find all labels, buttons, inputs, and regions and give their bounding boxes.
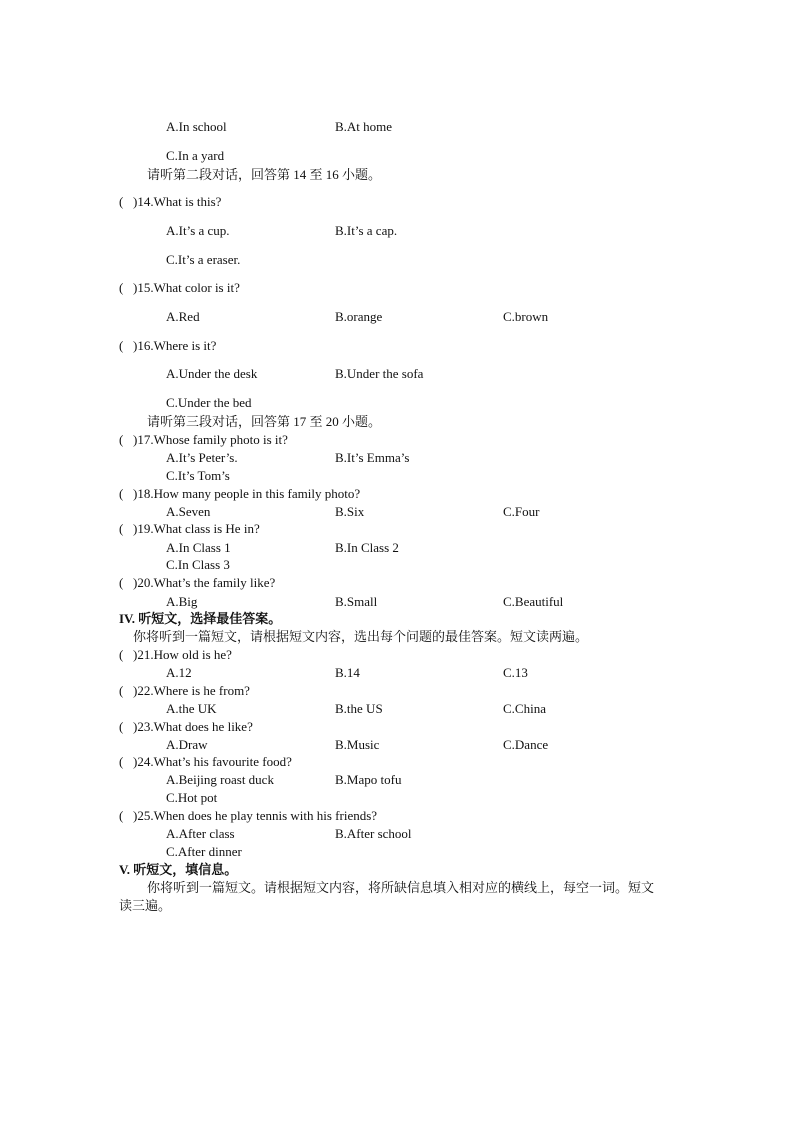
question-text: )15.What color is it?	[133, 280, 240, 295]
option-a: A.12	[166, 665, 192, 680]
option-row	[0, 449, 794, 467]
option-row	[0, 251, 794, 269]
answer-bracket: (	[119, 719, 124, 734]
option-a: C.After dinner	[166, 844, 242, 859]
option-c: C.brown	[503, 309, 549, 324]
option-b: B.It’s a cap.	[335, 223, 398, 238]
option-b: B.orange	[335, 309, 383, 324]
question-row	[0, 574, 794, 592]
question-row	[0, 431, 794, 449]
option-b: B.At home	[335, 119, 393, 134]
option-c: C.Four	[503, 504, 540, 519]
answer-bracket: (	[119, 754, 124, 769]
instruction-line	[0, 413, 794, 431]
option-b: B.Six	[335, 504, 365, 519]
option-row	[0, 539, 794, 557]
option-row	[0, 556, 794, 574]
question-text: )21.How old is he?	[133, 647, 232, 662]
option-a: C.Hot pot	[166, 790, 218, 805]
option-a: A.Draw	[166, 737, 208, 752]
option-row	[0, 700, 794, 718]
section-title: V. 听短文，填信息。	[119, 862, 238, 877]
option-b: B.Mapo tofu	[335, 772, 402, 787]
question-row	[0, 279, 794, 297]
question-text: )17.Whose family photo is it?	[133, 432, 288, 447]
option-row	[0, 394, 794, 412]
option-a: A.It’s a cup.	[166, 223, 230, 238]
option-b: B.Music	[335, 737, 380, 752]
option-b: B.the US	[335, 701, 383, 716]
option-c: C.Beautiful	[503, 594, 564, 609]
question-row	[0, 682, 794, 700]
question-text: )23.What does he like?	[133, 719, 253, 734]
option-a: C.Under the bed	[166, 395, 252, 410]
option-a: A.After class	[166, 826, 235, 841]
option-c: C.China	[503, 701, 546, 716]
question-row	[0, 485, 794, 503]
answer-bracket: (	[119, 486, 124, 501]
option-row	[0, 467, 794, 485]
instruction-line	[0, 897, 794, 915]
option-b: B.14	[335, 665, 360, 680]
option-row	[0, 789, 794, 807]
instruction-text: 请听第二段对话，回答第 14 至 16 小题。	[147, 167, 382, 182]
section-heading	[0, 861, 794, 879]
option-row	[0, 593, 794, 611]
option-row	[0, 664, 794, 682]
option-a: A.the UK	[166, 701, 217, 716]
instruction-text-cont: 读三遍。	[119, 898, 172, 913]
instruction-text: 你将听到一篇短文。请根据短文内容，将所缺信息填入相对应的横线上，每空一词。短文	[147, 880, 655, 895]
option-a: A.It’s Peter’s.	[166, 450, 238, 465]
option-b: B.It’s Emma’s	[335, 450, 410, 465]
option-row	[0, 308, 794, 326]
question-row	[0, 807, 794, 825]
answer-bracket: (	[119, 575, 124, 590]
question-text: )25.When does he play tennis with his friends?	[133, 808, 378, 823]
option-a: C.In Class 3	[166, 557, 230, 572]
section-heading	[0, 610, 794, 628]
option-a: A.In Class 1	[166, 540, 231, 555]
answer-bracket: (	[119, 338, 124, 353]
instruction-text: 你将听到一篇短文，请根据短文内容，选出每个问题的最佳答案。短文读两遍。	[133, 629, 589, 644]
answer-bracket: (	[119, 647, 124, 662]
instruction-text: 请听第三段对话，回答第 17 至 20 小题。	[147, 414, 382, 429]
option-a: A.Red	[166, 309, 200, 324]
option-row	[0, 118, 794, 136]
question-text: )22.Where is he from?	[133, 683, 250, 698]
option-row	[0, 365, 794, 383]
option-row	[0, 736, 794, 754]
instruction-line	[0, 879, 794, 897]
option-row	[0, 843, 794, 861]
option-b: B.After school	[335, 826, 412, 841]
instruction-line	[0, 628, 794, 646]
question-row	[0, 718, 794, 736]
option-row	[0, 147, 794, 165]
question-text: )16.Where is it?	[133, 338, 217, 353]
question-text: )18.How many people in this family photo?	[133, 486, 361, 501]
answer-bracket: (	[119, 194, 124, 209]
option-a: C.It’s Tom’s	[166, 468, 230, 483]
question-text: )20.What’s the family like?	[133, 575, 276, 590]
answer-bracket: (	[119, 521, 124, 536]
option-a: A.In school	[166, 119, 227, 134]
question-row	[0, 646, 794, 664]
question-row	[0, 520, 794, 538]
option-a: A.Seven	[166, 504, 211, 519]
question-text: )14.What is this?	[133, 194, 222, 209]
answer-bracket: (	[119, 683, 124, 698]
answer-bracket: (	[119, 808, 124, 823]
option-b: B.In Class 2	[335, 540, 399, 555]
option-row	[0, 503, 794, 521]
option-b: B.Small	[335, 594, 378, 609]
question-text: )24.What’s his favourite food?	[133, 754, 292, 769]
answer-bracket: (	[119, 280, 124, 295]
option-row	[0, 825, 794, 843]
option-row	[0, 771, 794, 789]
option-a: C.In a yard	[166, 148, 225, 163]
option-b: B.Under the sofa	[335, 366, 424, 381]
option-c: C.13	[503, 665, 528, 680]
option-a: A.Under the desk	[166, 366, 258, 381]
answer-bracket: (	[119, 432, 124, 447]
instruction-line	[0, 166, 794, 184]
question-row	[0, 337, 794, 355]
option-c: C.Dance	[503, 737, 549, 752]
question-row	[0, 753, 794, 771]
option-row	[0, 222, 794, 240]
option-a: A.Big	[166, 594, 198, 609]
question-text: )19.What class is He in?	[133, 521, 260, 536]
option-a: A.Beijing roast duck	[166, 772, 274, 787]
option-a: C.It’s a eraser.	[166, 252, 241, 267]
question-row	[0, 193, 794, 211]
section-title: IV. 听短文，选择最佳答案。	[119, 611, 282, 626]
